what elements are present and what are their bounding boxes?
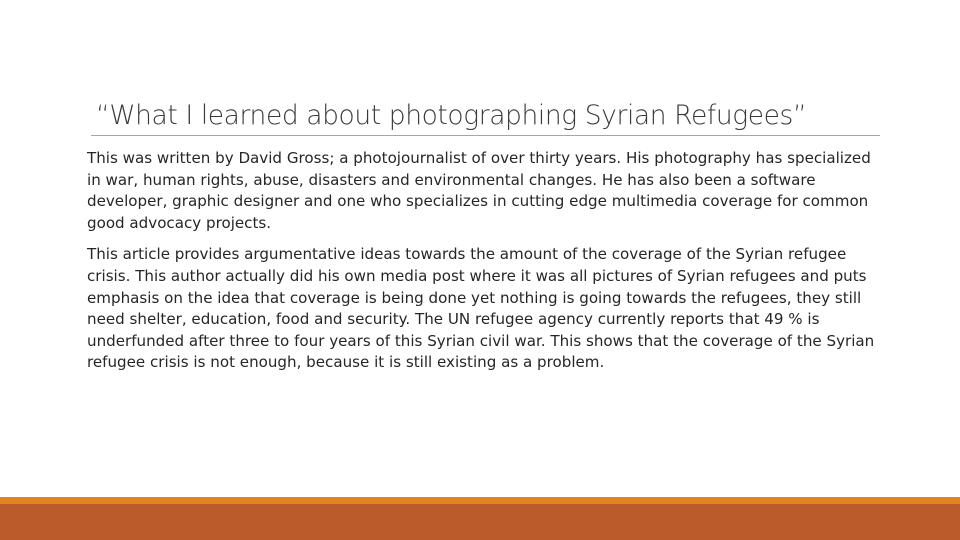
title-underline bbox=[91, 135, 880, 136]
slide-title: “What I learned about photographing Syrian Refugees” bbox=[96, 100, 807, 131]
footer-band bbox=[0, 504, 960, 540]
slide-body bbox=[87, 148, 887, 384]
paragraph-2: This article provides argumentative ideas towards the amount of the coverage of the Syrian refugee crisis. This author actually did his own media post where it was all pictures of Syrian refugees and puts emphasis on the idea that coverage is being done yet nothing is going towards the refugees, they still need shelter, education, food and security. The UN refugee agency currently reports that 49 % is underfunded after three to four years of this Syrian civil war. This shows that the coverage of the Syrian refugee crisis is not enough, because it is still existing as a problem. bbox=[87, 245, 875, 372]
footer-band-accent bbox=[0, 497, 960, 504]
paragraph-1: This was written by David Gross; a photojournalist of over thirty years. His photography has specialized in war, human rights, abuse, disasters and environmental changes. He has also been a software developer, graphic designer and one who specializes in cutting edge multimedia coverage for common good advocacy projects. bbox=[87, 149, 871, 232]
